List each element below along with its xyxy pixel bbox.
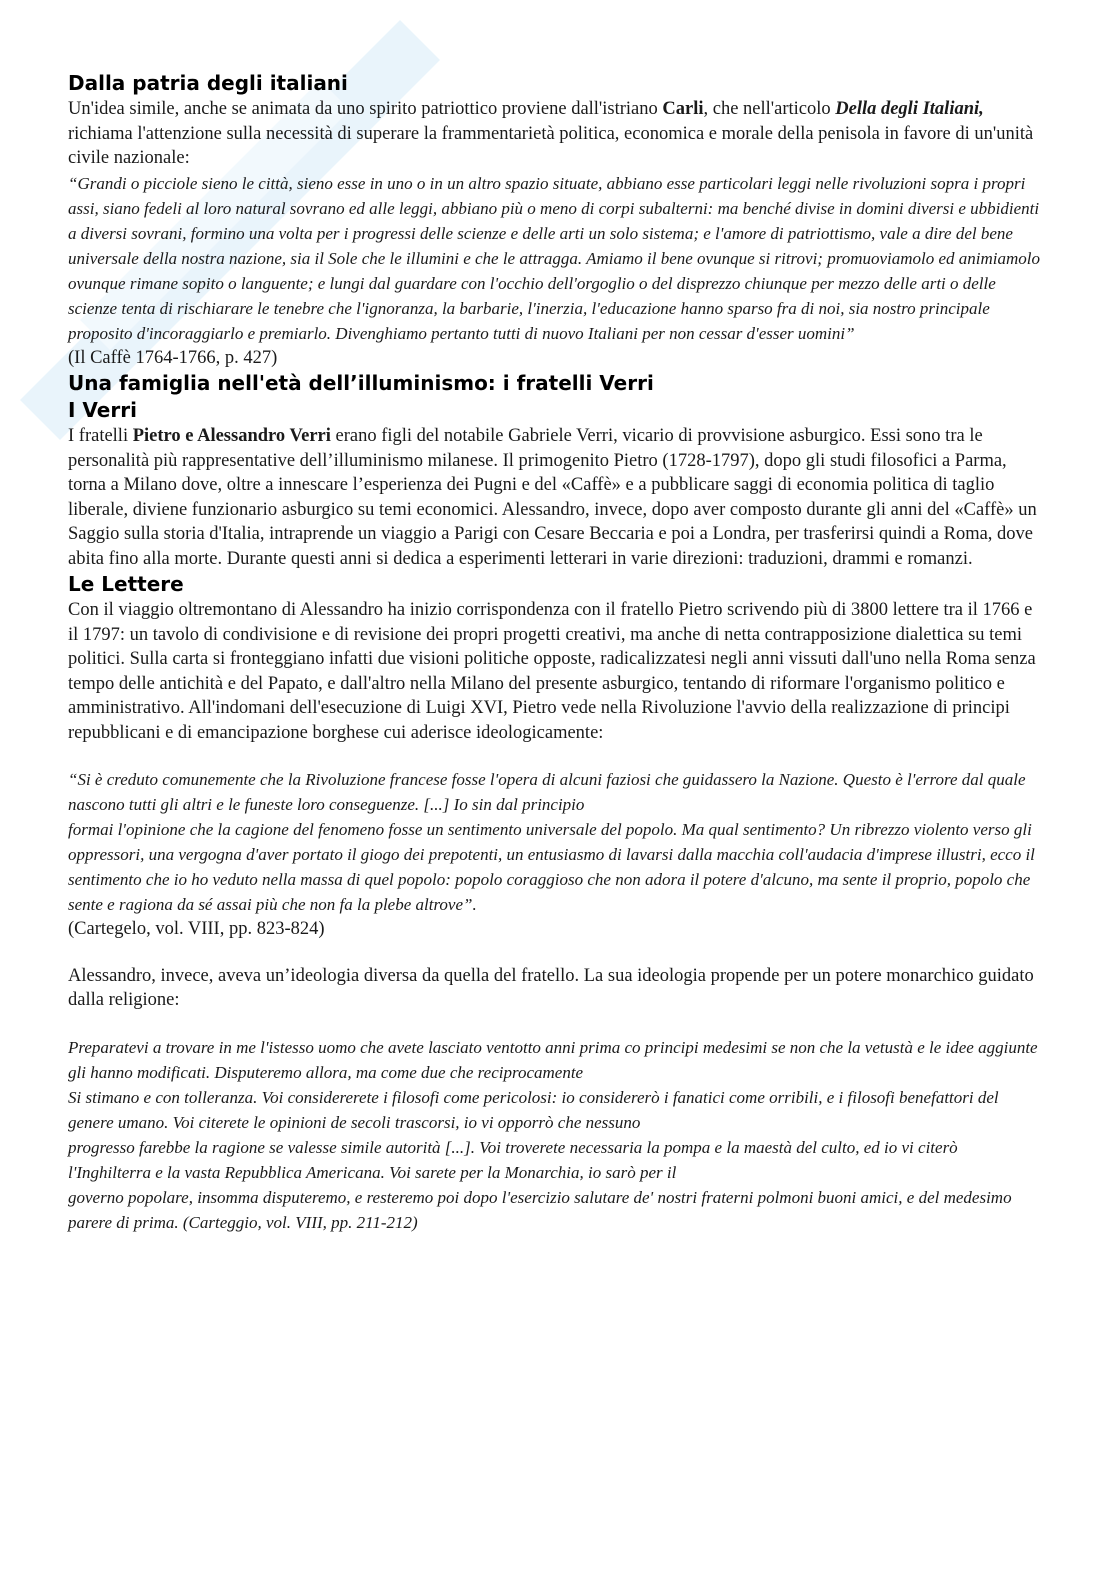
alessandro-quote-part2: Si stimano e con tolleranza. Voi considererete i filosofi come pericolosi: io considererò i fanatici come orribili, e i filosofi benefattori del genere umano. Voi citerete le opinioni de secoli trascorsi, io vi opporrò che nessuno: [68, 1087, 999, 1132]
verri-names: Pietro e Alessandro Verri: [132, 426, 331, 446]
alessandro-quote-part3: progresso farebbe la ragione se valesse simile autorità [...]. Voi troverete necessaria la pompa e la maestà del culto, ed io vi citerò l'Inghilterra e la vasta Repubblica Americana. Voi sarete per la Monarchia, io sarò per il: [68, 1137, 958, 1182]
heading-patria: Dalla patria degli italiani: [68, 71, 348, 95]
alessandro-quote-part4: governo popolare, insomma disputeremo, e resteremo poi dopo l'esercizio salutare de' nostri fraterni polmoni buoni amici, e del medesimo parere di prima. (Carteggio, vol. VIII, pp. 211-212): [68, 1187, 1012, 1232]
pietro-citation: (Cartegelo, vol. VIII, pp. 823-824): [68, 919, 325, 939]
pietro-quote-part2: formai l'opinione che la cagione del fenomeno fosse un sentimento universale del popolo. Ma qual sentimento? Un ribrezzo violento verso gli oppressori, una vergogna d'aver portato il giogo dei prepotenti, un entusiasmo di lavarsi dalla macchia coll'audacia d'imprese illustri, ecco il sentimento che io ho veduto nella massa di quel popolo: popolo coraggioso che non adora il potere d'alcuno, ma sente il proprio, popolo che sente e ragiona da sé assai più che non fa la plebe altrove”.: [68, 820, 1035, 914]
lettere-paragraph: Con il viaggio oltremontano di Alessandro ha inizio corrispondenza con il fratello Pietro scrivendo più di 3800 lettere tra il 1766 e il 1797: un tavolo di condivisione e di revisione dei propri progetti creativi, ma anche di netta contrapposizione dialettica su temi politici. Sulla carta si fronteggiano infatti due visioni politiche opposte, radicalizzatesi negli anni vissuti dall'uno nella Roma senza tempo delle antichità e del Papato, e dall'altro nella Milano del presente asburgico, tentando di riformare l'organismo politico e amministrativo. All'indomani dell'esecuzione di Luigi XVI, Pietro vede nella Rivoluzione l'avvio della realizzazione di principi repubblicani e di emancipazione borghese cui aderisce ideologicamente:: [68, 600, 1036, 743]
alessandro-quote-part1: Preparatevi a trovare in me l'istesso uomo che avete lasciato ventotto anni prima co principi medesimi se non che la vetustà e le idee aggiunte gli hanno modificati. Disputeremo allora, ma come due che reciprocamente: [68, 1037, 1038, 1082]
alessandro-paragraph: Alessandro, invece, aveva un’ideologia diversa da quella del fratello. La sua ideologia propende per un potere monarchico guidato dalla religione:: [68, 965, 1034, 1010]
patria-quote: “Grandi o picciole sieno le città, sieno esse in uno o in un altro spazio situate, abbiano esse particolari leggi nelle rivoluzioni sopra i propri assi, siano fedeli al loro natural sovrano ed alle leggi, abbiano più o meno di corpi subalterni: ma benché divise in domini diversi e ubbidienti a diversi sovrani, formino una volta per i progressi delle scienze e delle arti un solo sistema; e l'amore di patriottismo, vale a dire del bene universale della nostra nazione, sia il Sole che le illumini e che le attragga. Amiamo il bene ovunque si ritrovi; promuoviamolo ed animiamolo ovunque rimane sopito o languente; e lungi dal guardare con l'occhio dell'orgoglio o del disprezzo chiunque per mezzo delle arti o delle scienze tenta di rischiarare le tenebre che l'ignoranza, la barbarie, l'inerzia, l'educazione hanno sparso fra di noi, sia nostro principale proposito d'incoraggiarlo e premiarlo. Divenghiamo pertanto tutti di nuovo Italiani per non cessar d'esser uomini”: [68, 173, 1041, 343]
heading-verri: I Verri: [68, 398, 137, 422]
document-page: [68, 70, 1043, 1235]
verri-paragraph: I fratelli Pietro e Alessandro Verri erano figli del notabile Gabriele Verri, vicario di provvisione asburgico. Essi sono tra le personalità più rappresentative dell’illuminismo milanese. Il primogenito Pietro (1728-1797), dopo gli studi filosofici a Parma, torna a Milano dove, oltre a innescare l’esperienza dei Pugni e del «Caffè» e a pubblicare saggi di economia politica di taglio liberale, diviene funzionario asburgico su temi economici. Alessandro, invece, dopo aver composto durante gli anni del «Caffè» un Saggio sulla storia d'Italia, intraprende un viaggio a Parigi con Cesare Beccaria e poi a Londra, per trasferirsi quindi a Roma, dove abita fino alla morte. Durante questi anni si dedica a esperimenti letterari in varie direzioni: traduzioni, drammi e romanzi.: [68, 426, 1037, 569]
carli-name: Carli: [662, 99, 704, 119]
pietro-quote-part1: “Si è creduto comunemente che la Rivoluzione francese fosse l'opera di alcuni faziosi che guidassero la Nazione. Questo è l'errore dal quale nascono tutti gli altri e le funeste loro conseguenze. [...] Io sin dal principio: [68, 770, 1026, 814]
patria-intro: Un'idea simile, anche se animata da uno spirito patriottico proviene dall'istriano Carli, che nell'articolo Della degli Italiani, richiama l'attenzione sulla necessità di superare la frammentarietà politica, economica e morale della penisola in favore di un'unità civile nazionale:: [68, 99, 1034, 168]
heading-lettere: Le Lettere: [68, 572, 184, 596]
heading-famiglia: Una famiglia nell'età dell’illuminismo: i fratelli Verri: [68, 371, 654, 395]
article-title: Della degli Italiani,: [835, 99, 984, 119]
patria-citation: (Il Caffè 1764-1766, p. 427): [68, 347, 278, 368]
